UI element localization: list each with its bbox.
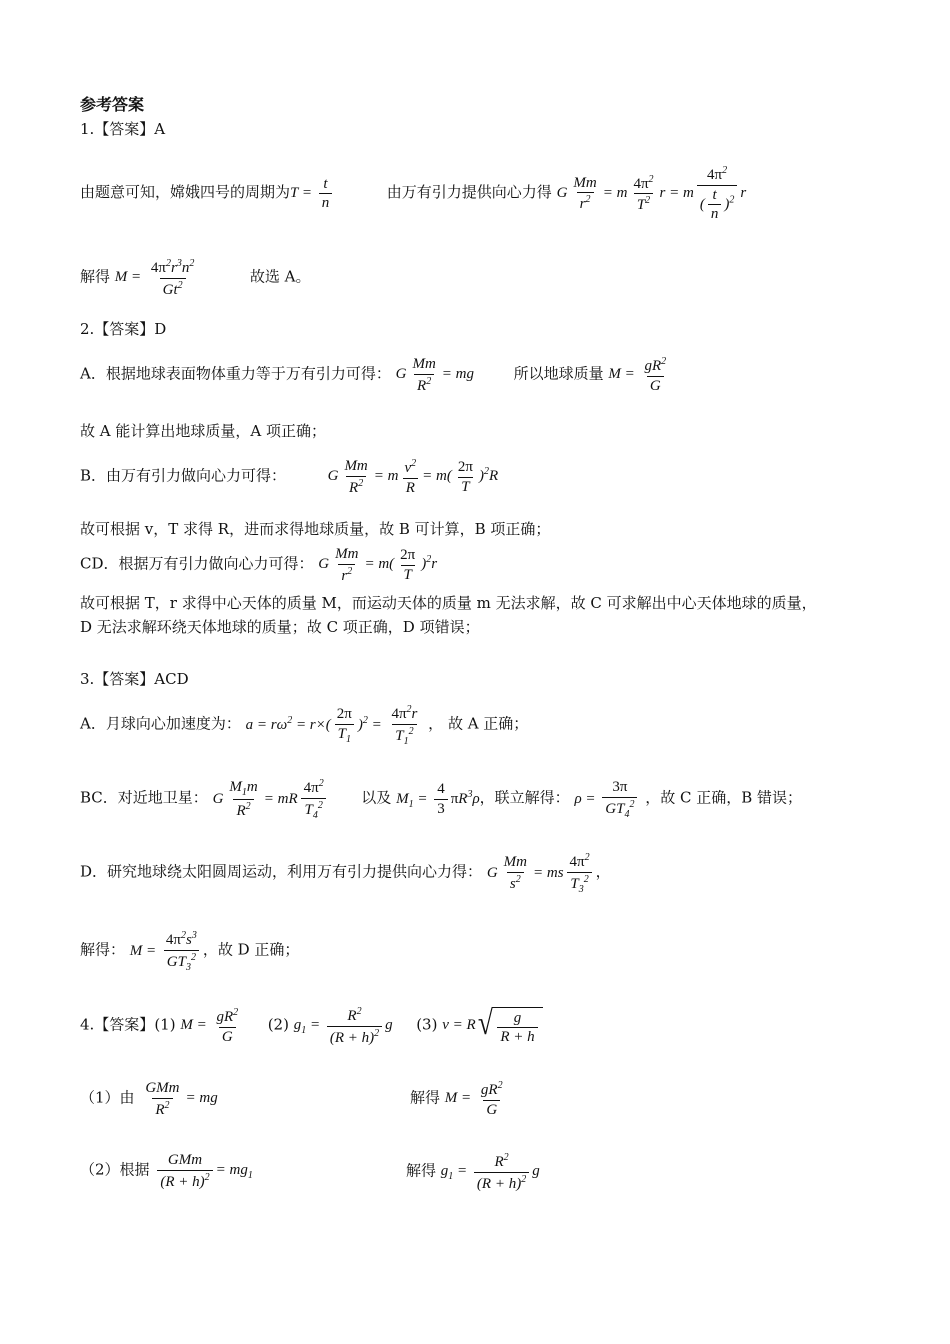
answer-3-a-tail: ， 故 A 正确； — [428, 714, 529, 733]
answer-3-line-d — [80, 852, 611, 895]
period-formula: T = $\frac{t}{n}$ — [290, 185, 335, 201]
sun-orbit-equation: G $\frac{Mm}{s^2}$ = ms $\frac{4\pi^2}{T_3^2}$ — [487, 865, 596, 881]
density-result: ρ = $\frac{3\pi}{GT_4^2}$ — [574, 791, 640, 807]
moon-acceleration-formula: $a = r\omega^2 = r\times$( $\frac{2\pi}{T_1}$ )$^2$ = $\frac{4\pi^2r}{T_1^2}$ — [245, 704, 418, 747]
answer-4-part-2-number: (2) — [267, 1015, 289, 1034]
answer-1-line-2 — [80, 258, 311, 298]
answer-3-line-result — [80, 930, 299, 973]
answer-3-bc-mid2: ，联立解得： — [479, 788, 570, 807]
answer-3-label: 3.【答案】ACD — [80, 670, 189, 688]
answer-4-mass: M = $\frac{gR^2}{G}$ — [180, 1007, 239, 1045]
near-satellite-equation: G $\frac{M_1m}{R^2}$ = mR $\frac{4\pi^2}{T_4^2}$ — [213, 791, 330, 807]
answer-4-gravity: $g_1$ = $\frac{R^2}{(R + h)^2}$ g — [293, 1006, 393, 1046]
answer-3-bc-text: BC．对近地卫星： — [80, 788, 208, 807]
step-2-result: $g_1$ = $\frac{R^2}{(R + h)^2}$ g — [440, 1152, 540, 1192]
answer-4-part-3-number: (3) — [416, 1015, 438, 1034]
answer-4-part-1-number: (1) — [154, 1015, 176, 1034]
answer-4-step-2-solve: 解得 — [406, 1161, 437, 1180]
mass-result-1: M = $\frac{4\pi^2r^3n^2}{Gt^2}$ — [114, 258, 195, 298]
answer-1-line-1 — [80, 165, 746, 223]
centripetal-equation-b: G $\frac{Mm}{R^2}$ = m $\frac{v^2}{R}$ = m( $\frac{2\pi}{T}$ )$^2$R — [327, 458, 499, 496]
answer-1-choice-text: 故选 A。 — [249, 267, 311, 286]
answer-3-a-text: A．月球向心加速度为： — [80, 714, 241, 733]
answer-2-line-cd — [80, 546, 437, 584]
gravity-equation-1: G $\frac{Mm}{r^2}$ = m $\frac{4\pi^2}{T^2}$ r = m $4\pi^2$ ( $\frac{t}{n}$ )$^2$ r — [556, 165, 747, 222]
answer-2-line-a — [80, 356, 672, 394]
answer-2-a-text: A．根据地球表面物体重力等于万有引力可得： — [80, 364, 391, 383]
answer-4-step-1-solve: 解得 — [410, 1088, 441, 1107]
answer-4-step-2-text: （2）根据 — [80, 1160, 150, 1179]
answer-2-line-b — [80, 458, 498, 496]
step-1-equation: $\frac{\text{GMm}}{R^2}$ = mg — [145, 1080, 218, 1118]
answer-2-cd-conclusion-2: D 无法求解环绕天体地球的质量；故 C 项正确，D 项错误； — [80, 618, 480, 636]
answer-4-label: 4.【答案】 — [80, 1015, 155, 1034]
mass-density-formula: $M_1$ = $\frac{4}{3}$ $\pi R^3\rho$ — [396, 781, 480, 817]
answer-2-cd-conclusion-1: 故可根据 T，r 求得中心天体的质量 M，而运动天体的质量 m 无法求解，故 C 可求解出中心天体地球的质量， — [80, 594, 817, 612]
answer-2-b-text: B．由万有引力做向心力可得： — [80, 466, 287, 485]
answer-1-label: 1.【答案】A — [80, 120, 166, 138]
sun-mass-result: M = $\frac{4\pi^2s^3}{GT_3^2}$ — [130, 943, 203, 959]
answer-3-bc-mid: 以及 — [361, 788, 392, 807]
answer-3-bc-tail: ，故 C 正确，B 错误； — [645, 788, 803, 807]
answer-4-step-1-text: （1）由 — [80, 1088, 135, 1107]
answer-2-cd-text: CD．根据万有引力做向心力可得： — [80, 554, 314, 573]
step-2-equation: $\frac{\text{GMm}}{(R + h)^2}$ = $mg_1$ — [154, 1162, 253, 1178]
answer-1-solve-text: 解得 — [80, 267, 111, 286]
answer-4-step-2-solution — [406, 1152, 540, 1192]
answer-4-step-2 — [80, 1152, 253, 1190]
answer-2-a-conclusion: 故 A 能计算出地球质量，A 项正确； — [80, 422, 326, 440]
answer-4-step-1-solution — [410, 1080, 509, 1118]
centripetal-equation-cd: G $\frac{Mm}{r^2}$ = m( $\frac{2\pi}{T}$ )$^2$r — [318, 546, 438, 584]
answer-1-gravity-text: 由万有引力提供向心力得 — [386, 183, 552, 202]
step-1-result: M = $\frac{gR^2}{G}$ — [444, 1080, 503, 1118]
surface-gravity-equation: G $\frac{Mm}{R^2}$ = mg — [395, 356, 475, 394]
answer-3-result-text: 解得： — [80, 940, 126, 959]
answer-2-label: 2.【答案】D — [80, 320, 167, 338]
answer-3-line-bc — [80, 778, 802, 821]
answer-4-line-summary — [80, 1006, 543, 1046]
answer-3-result-tail: ，故 D 正确； — [202, 940, 300, 959]
answer-2-b-conclusion: 故可根据 v，T 求得 R，进而求得地球质量，故 B 可计算，B 项正确； — [80, 520, 551, 538]
page-title: 参考答案 — [80, 95, 145, 114]
answer-1-period-text: 由题意可知，嫦娥四号的周期为 — [80, 183, 291, 202]
answer-3-d-text: D．研究地球绕太阳圆周运动，利用万有引力提供向心力得： — [80, 862, 483, 881]
answer-4-step-1 — [80, 1080, 218, 1118]
answer-3-d-tail: ， — [595, 862, 611, 881]
answer-2-a-mid: 所以地球质量 — [513, 364, 604, 383]
earth-mass-formula: M = $\frac{gR^2}{G}$ — [608, 356, 667, 394]
answer-3-line-a — [80, 704, 528, 747]
answer-4-velocity: v = R √ $\frac{g}{R + h}$ — [442, 1017, 542, 1033]
